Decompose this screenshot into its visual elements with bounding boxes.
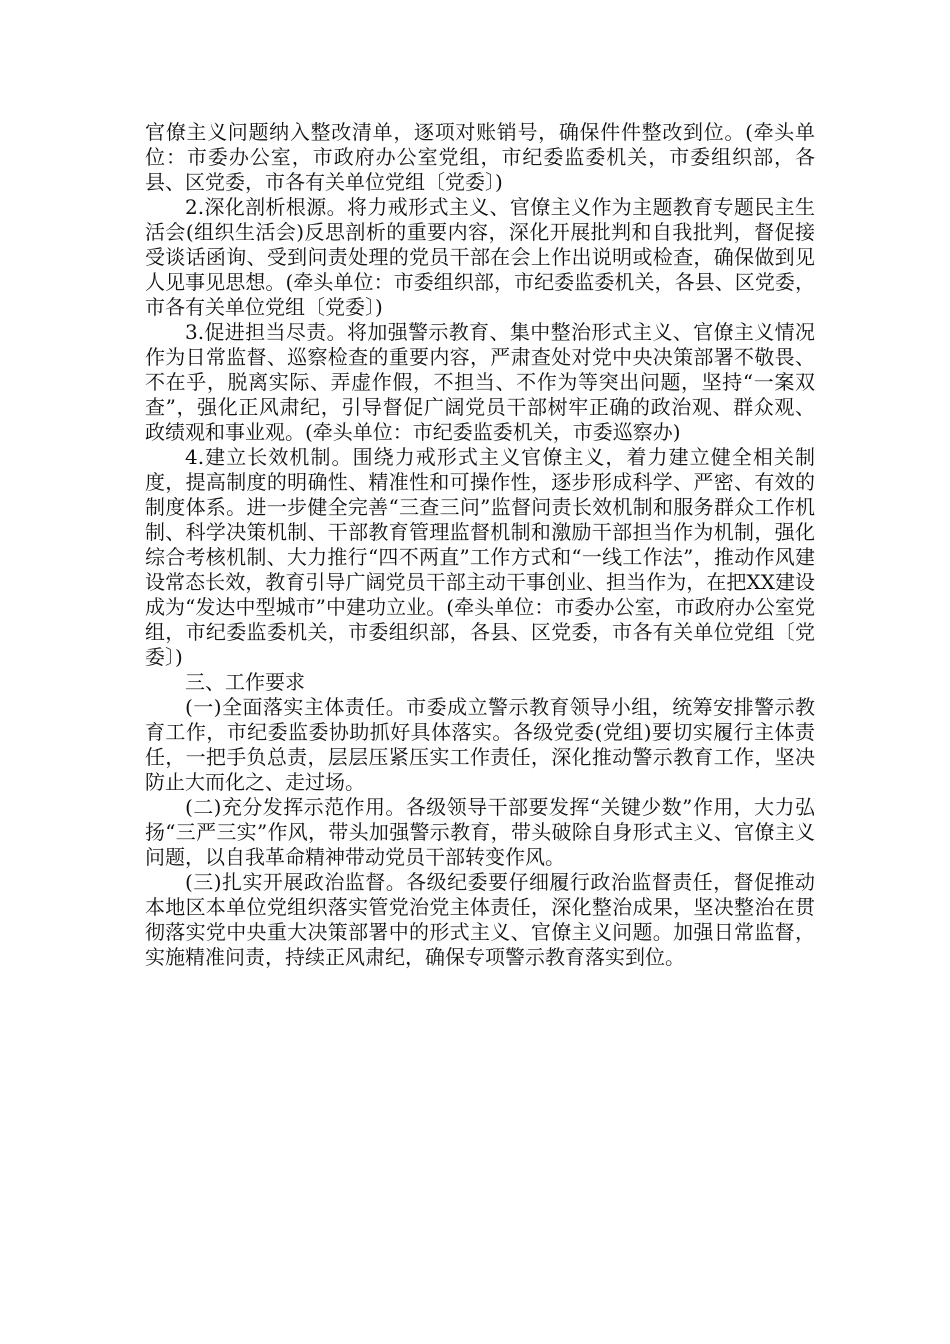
paragraph-requirement-3: (三)扎实开展政治监督。各级纪委要仔细履行政治监督责任，督促推动本地区本单位党组织落实管党治党主体责任，深化整治成果，坚决整治在贯彻落实党中央重大决策部署中的形式主义、官僚主义问题。加强日常监督，实施精准问责，持续正风肃纪，确保专项警示教育落实到位。 [145,870,815,969]
paragraph-item-3: 3.促进担当尽责。将加强警示教育、集中整治形式主义、官僚主义情况作为日常监督、巡察检查的重要内容，严肃查处对党中央决策部署不敬畏、不在乎，脱离实际、弄虚作假，不担当、不作为等突出问题，坚持“一案双查”，强化正风肃纪，引导督促广阔党员干部树牢正确的政治观、群众观、政绩观和事业观。(牵头单位：市纪委监委机关，市委巡察办) [145,320,815,444]
paragraph-item-2: 2.深化剖析根源。将力戒形式主义、官僚主义作为主题教育专题民主生活会(组织生活会)反思剖析的重要内容，深化开展批判和自我批判，督促接受谈话函询、受到问责处理的党员干部在会上作出说明或检查，确保做到见人见事见思想。(牵头单位：市委组织部，市纪委监委机关，各县、区党委，市各有关单位党组〔党委〕) [145,195,815,319]
document-body [145,120,815,970]
paragraph-requirement-2: (二)充分发挥示范作用。各级领导干部要发挥“关键少数”作用，大力弘扬“三严三实”作风，带头加强警示教育，带头破除自身形式主义、官僚主义问题，以自我革命精神带动党员干部转变作风。 [145,795,815,869]
paragraph-requirement-1: (一)全面落实主体责任。市委成立警示教育领导小组，统筹安排警示教育工作，市纪委监委协助抓好具体落实。各级党委(党组)要切实履行主体责任，一把手负总责，层层压紧压实工作责任，深化推动警示教育工作，坚决防止大而化之、走过场。 [145,695,815,794]
paragraph-rectification-continued: 官僚主义问题纳入整改清单，逐项对账销号，确保件件整改到位。(牵头单位：市委办公室，市政府办公室党组，市纪委监委机关，市委组织部，各县、区党委，市各有关单位党组〔党委〕) [145,120,815,194]
paragraph-item-4: 4.建立长效机制。围绕力戒形式主义官僚主义，着力建立健全相关制度，提高制度的明确性、精准性和可操作性，逐步形成科学、严密、有效的制度体系。进一步健全完善“三查三问”监督问责长效机制和服务群众工作机制、科学决策机制、干部教育管理监督机制和激励干部担当作为机制，强化综合考核机制、大力推行“四不两直”工作方式和“一线工作法”，推动作风建设常态长效，教育引导广阔党员干部主动干事创业、担当作为，在把XX建设成为“发达中型城市”中建功立业。(牵头单位：市委办公室，市政府办公室党组，市纪委监委机关，市委组织部，各县、区党委，市各有关单位党组〔党委〕) [145,445,815,669]
section-heading-work-requirements: 三、工作要求 [185,670,305,694]
